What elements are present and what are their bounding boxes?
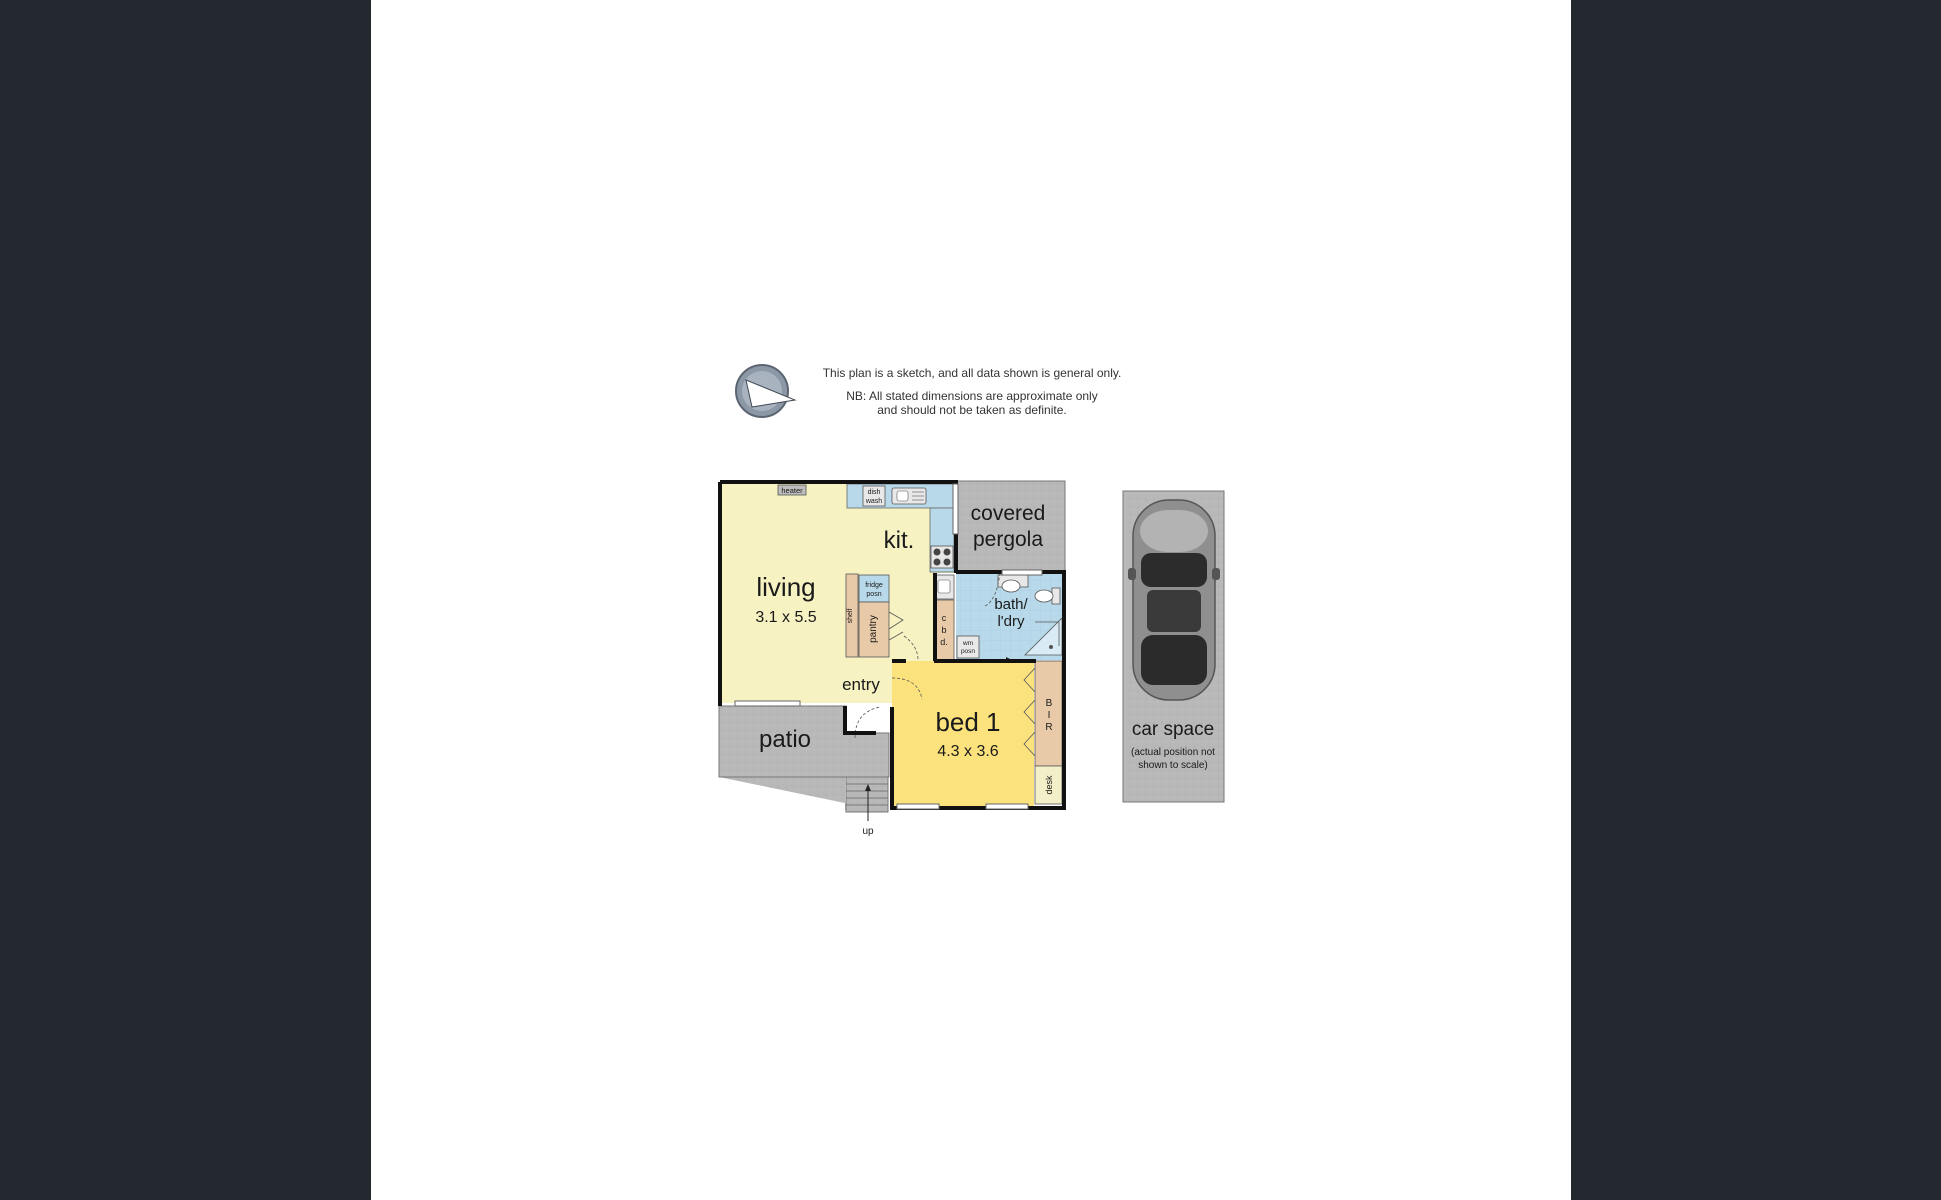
svg-text:desk: desk xyxy=(1044,775,1054,795)
svg-text:posn: posn xyxy=(960,648,976,655)
svg-text:c: c xyxy=(941,613,947,623)
car-space-note-2: shown to scale) xyxy=(1138,760,1208,771)
svg-text:posn: posn xyxy=(866,591,882,598)
svg-text:wash: wash xyxy=(865,498,883,505)
covered-pergola-area xyxy=(957,481,1065,573)
car-space-label: car space xyxy=(1131,719,1215,740)
car-space-note-1: (actual position not xyxy=(1131,747,1215,758)
kitchen-label: kit. xyxy=(883,527,915,554)
living-label: living xyxy=(756,572,816,602)
pergola-label-2: pergola xyxy=(972,528,1044,551)
living-dims: 3.1 x 5.5 xyxy=(755,609,817,626)
entry-label: entry xyxy=(842,675,880,694)
svg-text:dish: dish xyxy=(867,489,881,496)
svg-text:I: I xyxy=(1047,710,1051,721)
svg-text:B: B xyxy=(1045,698,1053,709)
svg-text:b: b xyxy=(941,625,947,635)
bed-1-dims: 4.3 x 3.6 xyxy=(937,743,999,760)
svg-text:wm: wm xyxy=(962,640,974,647)
compass-icon xyxy=(736,365,795,417)
svg-text:shelf: shelf xyxy=(847,608,854,624)
svg-text:heater: heater xyxy=(781,486,803,495)
car-icon xyxy=(1128,500,1220,700)
cooktop xyxy=(931,546,953,568)
svg-text:pantry: pantry xyxy=(868,615,879,643)
svg-text:d.: d. xyxy=(940,637,948,647)
entry-steps xyxy=(846,777,888,821)
pergola-label-1: covered xyxy=(970,502,1046,525)
disclaimer-line-2: NB: All stated dimensions are approximate only xyxy=(846,389,1098,403)
bed-1-label: bed 1 xyxy=(935,707,1001,737)
bath-label-2: l'dry xyxy=(997,613,1025,630)
svg-text:fridge: fridge xyxy=(865,582,883,589)
patio-label: patio xyxy=(758,726,812,753)
svg-text:R: R xyxy=(1045,722,1053,733)
disclaimer-line-3: and should not be taken as definite. xyxy=(877,403,1067,417)
bath-label-1: bath/ xyxy=(994,596,1028,613)
disclaimer-line-1: This plan is a sketch, and all data shown is general only. xyxy=(822,366,1122,380)
up-label: up xyxy=(862,826,874,837)
